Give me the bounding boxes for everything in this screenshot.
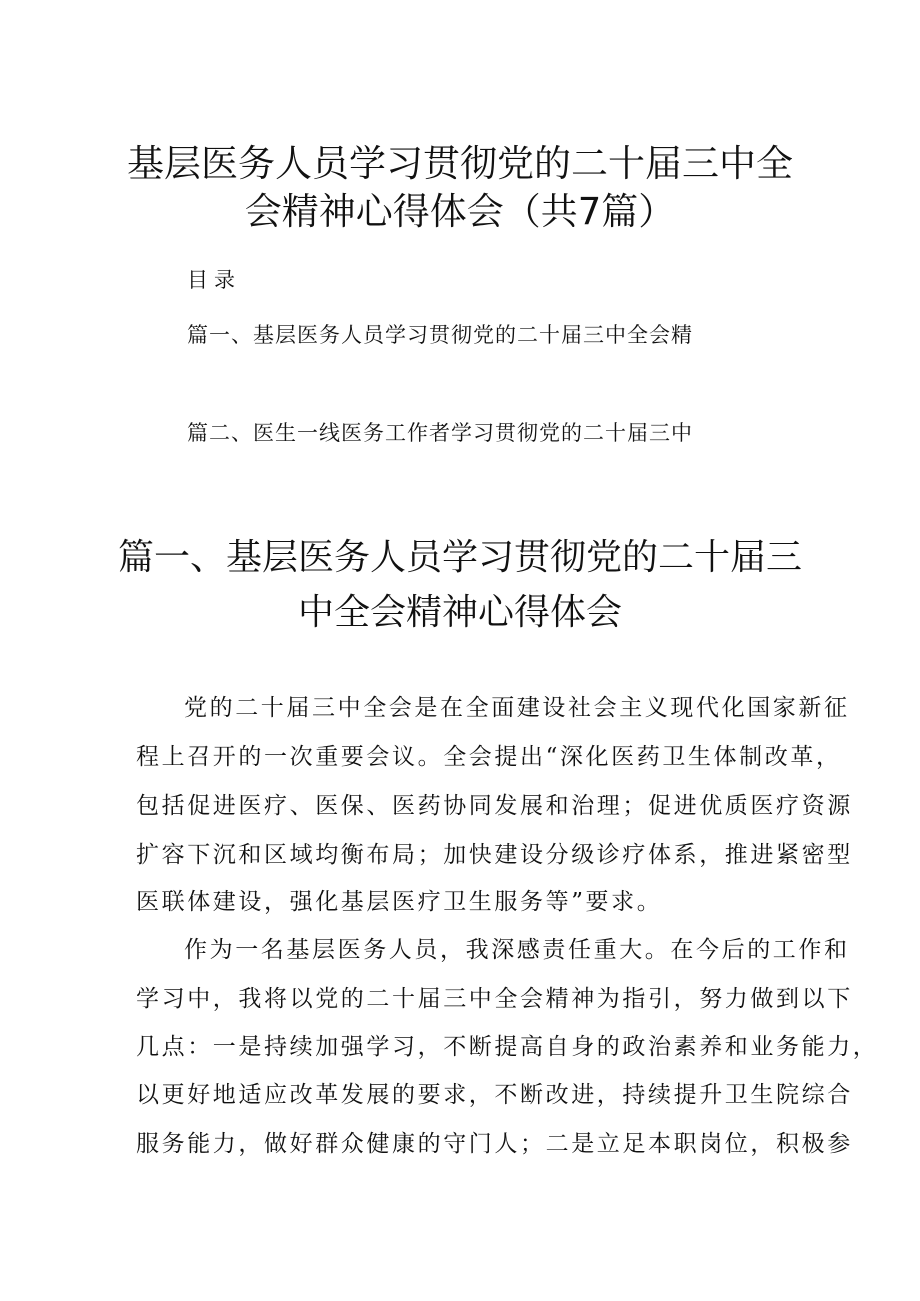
paragraph-1-line-2: 程上召开的一次重要会议。全会提出“深化医药卫生体制改革， — [136, 744, 842, 770]
section-title-line-2: 中全会精神心得体会 — [297, 592, 622, 633]
toc-item-2[interactable]: 篇二、医生一线医务工作者学习贯彻党的二十届三中 — [187, 421, 693, 445]
paragraph-2-line-3: 几点：一是持续加强学习，不断提高自身的政治素养和业务能力， — [136, 1034, 879, 1060]
paragraph-2-line-4: 以更好地适应改革发展的要求，不断改进，持续提升卫生院综合 — [136, 1082, 853, 1108]
paragraph-1-line-1: 党的二十届三中全会是在全面建设社会主义现代化国家新征 — [184, 695, 850, 721]
toc-item-1[interactable]: 篇一、基层医务人员学习贯彻党的二十届三中全会精 — [187, 323, 693, 347]
paragraph-1-line-5: 医联体建设，强化基层医疗卫生服务等”要求。 — [136, 889, 663, 915]
document-title-line-2: 会精神心得体会（共7篇） — [244, 190, 676, 233]
toc-heading: 目录 — [187, 268, 241, 292]
paragraph-2-line-2: 学习中，我将以党的二十届三中全会精神为指引，努力做到以下 — [136, 986, 853, 1012]
paragraph-2-line-1: 作为一名基层医务人员，我深感责任重大。在今后的工作和 — [184, 937, 850, 963]
document-title-line-1: 基层医务人员学习贯彻党的二十届三中全 — [127, 142, 793, 185]
paragraph-1-line-3: 包括促进医疗、医保、医药协同发展和治理；促进优质医疗资源 — [136, 793, 853, 819]
section-title-line-1: 篇一、基层医务人员学习贯彻党的二十届三 — [117, 537, 802, 578]
paragraph-2-line-5: 服务能力，做好群众健康的守门人；二是立足本职岗位，积极参 — [136, 1131, 853, 1157]
paragraph-1-line-4: 扩容下沉和区域均衡布局；加快建设分级诊疗体系，推进紧密型 — [136, 842, 853, 868]
